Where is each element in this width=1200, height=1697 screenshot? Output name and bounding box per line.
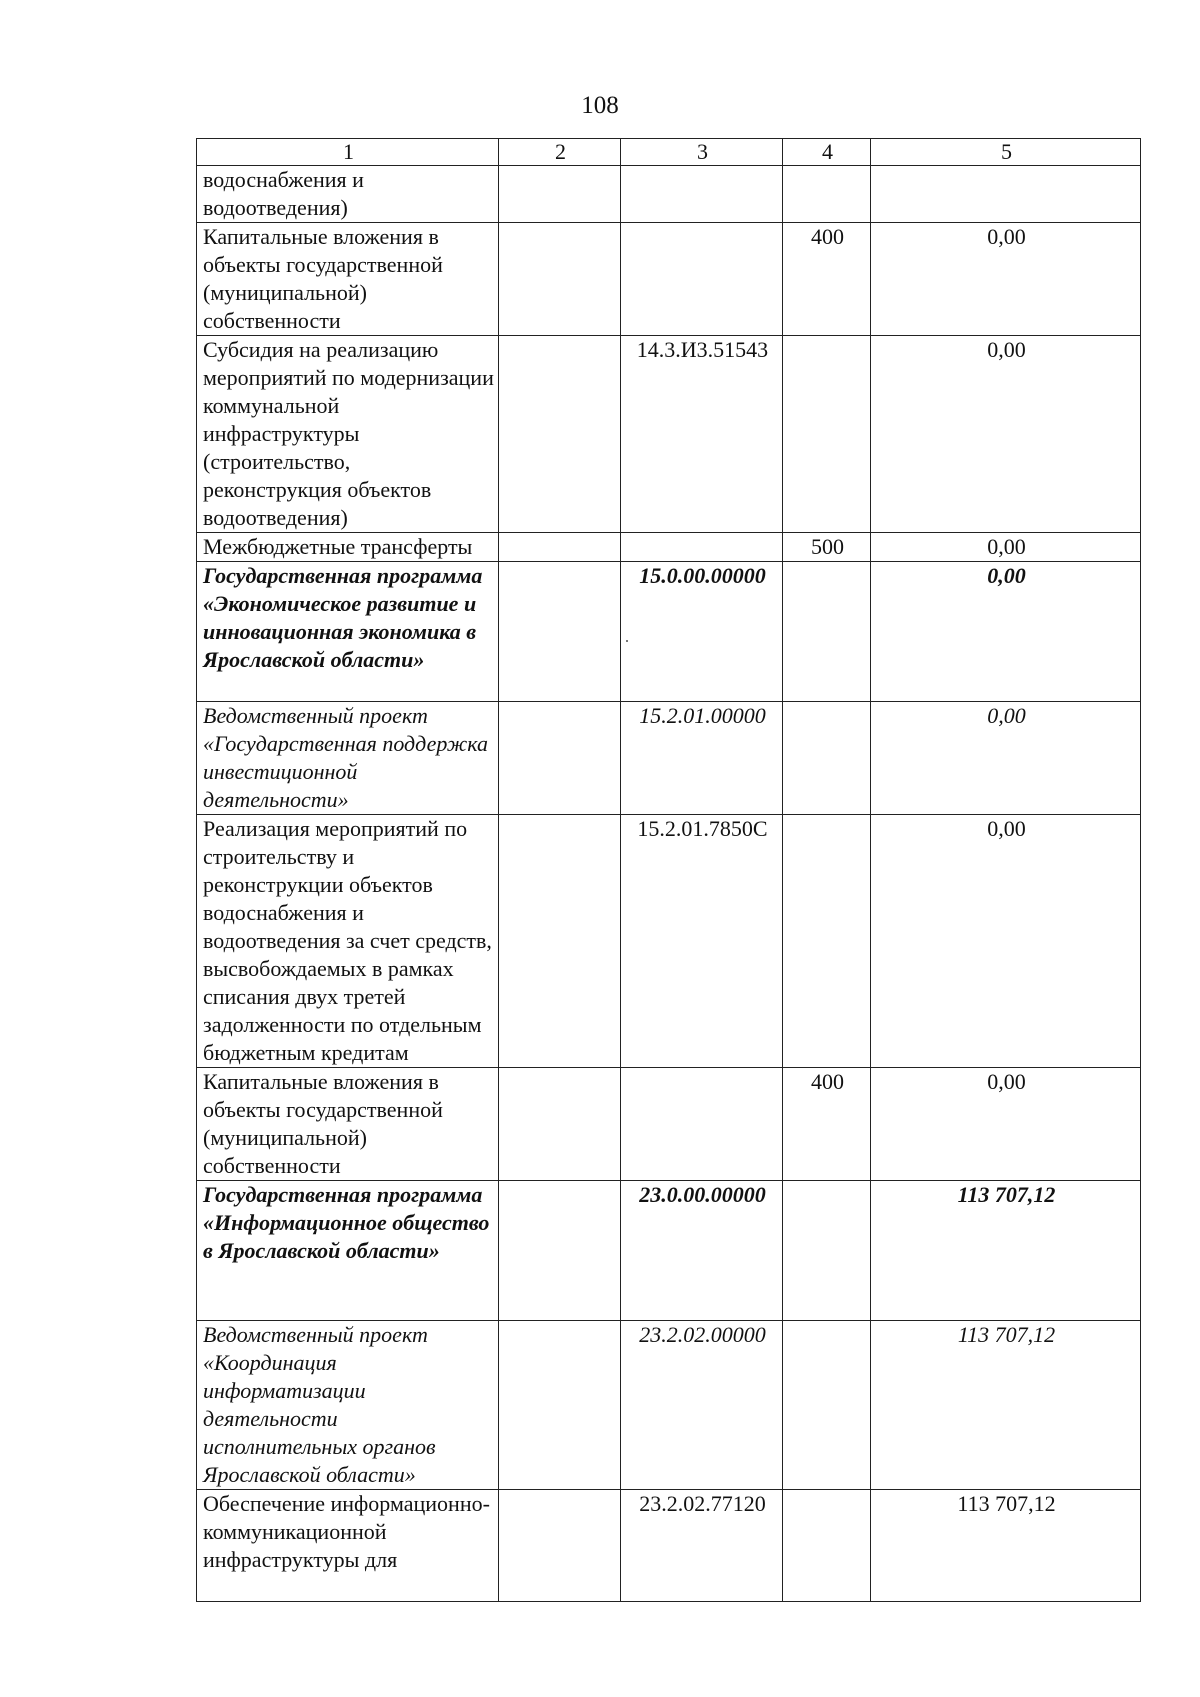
amount: 0,00 [871,1068,1141,1181]
table-row [197,1321,1141,1490]
expense-type: 500 [783,533,871,562]
col2-value [499,336,621,533]
item-name: водоснабжения и водоотведения) [197,166,499,223]
table-row [197,815,1141,1068]
header-row [197,139,1141,166]
amount: 113 707,12 [871,1490,1141,1602]
amount: 0,00 [871,223,1141,336]
item-name: Субсидия на реализацию мероприятий по модернизации коммунальной инфраструктуры (строительство, реконструкция объектов водоотведения) [197,336,499,533]
col2-value [499,1181,621,1321]
col2-value [499,533,621,562]
item-name: Ведомственный проект «Государственная поддержка инвестиционной деятельности» [197,702,499,815]
expense-type [783,702,871,815]
item-name: Реализация мероприятий по строительству и реконструкции объектов водоснабжения и водоотведения за счет средств, высвобождаемых в рамках списания двух третей задолженности по отдельным бюджетным кредитам [197,815,499,1068]
table-row [197,166,1141,223]
col2-value [499,166,621,223]
amount: 113 707,12 [871,1181,1141,1321]
table-row [197,223,1141,336]
expense-type: 400 [783,1068,871,1181]
header-col-5: 5 [871,139,1141,166]
table-header [197,139,1141,166]
classification-code: 15.2.01.7850С [621,815,783,1068]
expense-type [783,1181,871,1321]
expense-type [783,1321,871,1490]
page-number: 108 [581,92,619,119]
table-row [197,562,1141,702]
header-col-3: 3 [621,139,783,166]
expense-type [783,336,871,533]
col2-value [499,815,621,1068]
classification-code [621,223,783,336]
header-col-1: 1 [197,139,499,166]
col2-value [499,1068,621,1181]
classification-code: 23.0.00.00000 [621,1181,783,1321]
classification-code: 23.2.02.77120 [621,1490,783,1602]
item-name: Государственная программа «Экономическое развитие и инновационная экономика в Ярославской области» [197,562,499,702]
expense-type: 400 [783,223,871,336]
item-name: Межбюджетные трансферты [197,533,499,562]
amount: 0,00 [871,533,1141,562]
amount: 0,00 [871,815,1141,1068]
table-row [197,702,1141,815]
item-name: Ведомственный проект «Координация информатизации деятельности исполнительных органов Ярославской области» [197,1321,499,1490]
amount [871,166,1141,223]
classification-code [621,1068,783,1181]
header-col-2: 2 [499,139,621,166]
item-name: Капитальные вложения в объекты государственной (муниципальной) собственности [197,223,499,336]
amount: 0,00 [871,702,1141,815]
item-name: Обеспечение информационно-коммуникационной инфраструктуры для [197,1490,499,1602]
expense-type [783,166,871,223]
expense-type [783,815,871,1068]
amount: 0,00 [871,562,1141,702]
item-name: Капитальные вложения в объекты государственной (муниципальной) собственности [197,1068,499,1181]
classification-code [621,533,783,562]
scan-speck [626,640,628,642]
classification-code: 14.3.И3.51543 [621,336,783,533]
budget-table [196,138,1141,1602]
col2-value [499,223,621,336]
expense-type [783,1490,871,1602]
table-row [197,336,1141,533]
item-name: Государственная программа «Информационное общество в Ярославской области» [197,1181,499,1321]
col2-value [499,1321,621,1490]
col2-value [499,1490,621,1602]
amount: 113 707,12 [871,1321,1141,1490]
table-row [197,533,1141,562]
col2-value [499,702,621,815]
amount: 0,00 [871,336,1141,533]
table-row [197,1068,1141,1181]
classification-code: 15.0.00.00000 [621,562,783,702]
expense-type [783,562,871,702]
classification-code: 23.2.02.00000 [621,1321,783,1490]
table-row [197,1490,1141,1602]
table-row [197,1181,1141,1321]
col2-value [499,562,621,702]
classification-code: 15.2.01.00000 [621,702,783,815]
table-body [197,166,1141,1602]
classification-code [621,166,783,223]
header-col-4: 4 [783,139,871,166]
